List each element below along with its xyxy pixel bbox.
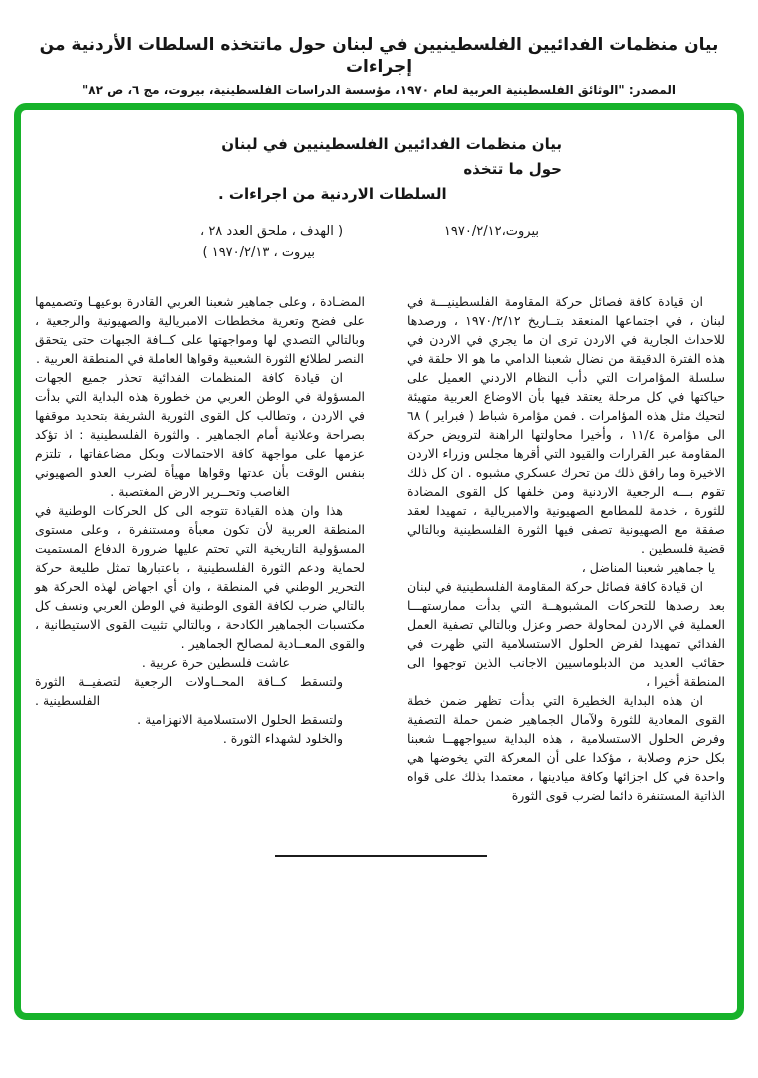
paragraph-7: هذا وان هذه القيادة تتوجه الى كل الحركات الوطنية في المنطقة العربية لأن تكون معبأة ومستنفرة ، وعلى مستوى المسؤولية التاريخية التي تحتم عليها ضرورة الدفاع المستميت لحماية ودعم الثورة الفلسطينية ، باعتبارها تمثل طليعة حركة التحرير الوطني في المنطقة ، وان أي اجهاض لهذه الحركة هو بالتالي ضرب لكافة القوى الوطنية في الوطن العربي ونسف كل مكتسبات الجماهير الكادحة ، وبالتالي تثبيت القوى الاستيطانية ، والقوى المعــادية لمصالح الجماهير .	[35, 503, 365, 651]
paragraph-3: ان قيادة كافة فصائل حركة المقاومة الفلسطينية في لبنان بعد رصدها للتحركات المشبوهــة التي بدأت ممارستهـــا العملية في الاردن لمحاولة حصر وعزل وبالتالي تصفية العمل الفدائي تمهيدا لفرض الحلول الاستسلامية التي ظهرت في حقائب العديد من الدبلوماسيين الاجانب الذين توجهوا الى المنطقة أخيرا ،	[407, 579, 725, 689]
dateline-place-date: بيروت،١٩٧٠/٢/١٢	[443, 224, 539, 239]
document-body	[21, 110, 737, 805]
paragraph-1: ان قيادة كافة فصائل حركة المقاومة الفلسطينيـــة في لبنان ، في اجتماعها المنعقد بتــاريخ ١٩٧٠/٢/١٢ ، ورصدها للاحداث الجارية في الاردن ترى ان ما يجري في الاردن في هذه الفترة الدقيقة من نضال شعبنا الدامي ما هو الا حلقة في سلسلة المؤامرات التي دأب النظام الاردني العميل على حياكتها في كل مرحلة يعتقد فيها بأن الاوضاع العربية متهيئة لتحيك مثل هذه المؤامرات . فمن مؤامرة شباط ( فبراير ) ٦٨ الى مؤامرة ١١/٤ ، وأخيرا محاولتها الراهنة لترويض حركة المقاومة عبر القرارات والقيود التي أقرها مجلس وزراء الاردن الاخيرة وما رافق ذلك من تحرك عسكري مشبوه . ان كل ذلك تقوم بـــه الرجعية الاردنية ومن خلفها كل القوى المضادة للثورة ، خدمة للمطامع الصهيونية والامبريالية ، تمهيدا لعقد صفقة مع الصهيونية تصفى فيها الثورة الفلسطينية وبالتالي قضية فلسطين .	[407, 294, 725, 556]
paragraph-5-continuation: المضـادة ، وعلى جماهير شعبنا العربي القادرة بوعيهـا وتصميمها على فضح وتعرية مخططات الامبريالية والصهيونية والرجعية ، وبالتالي التصدي لها ومواجهتها على كــافة الجبهات حتى يتحقق النصر لطلائع الثورة الشعبية وقواها العاملة في المنطقة العربية .	[35, 294, 365, 366]
document-title-line1: بيان منظمات الفدائيين الفلسطينيين في لبنان حول ما تتخذه	[221, 135, 562, 178]
slogan-line-2: ولتسقط كــافة المحــاولات الرجعية لتصفيــة الثورة الفلسطينية .	[35, 674, 343, 708]
paragraph-2-address: يا جماهير شعبنا المناضل ،	[581, 560, 715, 575]
reference-line1: ( الهدف ، ملحق العدد ٢٨ ،	[200, 224, 344, 239]
document-title	[218, 132, 562, 207]
column-right	[407, 292, 725, 805]
source-citation: المصدر: "الوثائق الفلسطينية العربية لعام ١٩٧٠، مؤسسة الدراسات الفلسطينية، بيروت، مج ٦، ص ٨٢"	[82, 83, 676, 97]
page-header	[0, 34, 758, 98]
slogan-line-3: ولتسقط الحلول الاستسلامية الانهزامية .	[137, 712, 343, 727]
page-title: بيان منظمات الفدائيين الفلسطينيين في لبنان حول ماتتخذه السلطات الأردنية من إجراءات	[39, 35, 719, 77]
slogan-line-1: عاشت فلسطين حرة عربية .	[141, 655, 290, 670]
paragraph-4: ان هذه البداية الخطيرة التي بدأت تظهر ضمن خطة القوى المعادية للثورة ولآمال الجماهير ضمن حملة التصفية وفرض الحلول الاستسلامية ، هذه البداية سيواجههــا شعبنا بكل حزم وصلابة ، مؤكدا على أن المعركة التي يخوضها هي واحدة في كل اجزائها وكافة ميادينها ، معتمدا بذلك على قواه الذاتية المستنفرة دائما لضرب قوى الثورة	[407, 693, 725, 803]
dateline-row	[200, 221, 539, 263]
document-title-line2: السلطات الاردنية من اجراءات .	[218, 185, 447, 203]
reference-line2: بيروت ، ١٩٧٠/٢/١٣ )	[202, 245, 316, 260]
column-left	[35, 292, 365, 805]
slogan-line-4: والخلود لشهداء الثورة .	[222, 731, 343, 746]
text-columns	[35, 292, 725, 805]
signature-rule	[275, 855, 487, 857]
paragraph-6: ان قيادة كافة المنظمات الفدائية تحذر جميع الجهات المسؤولة في الوطن العربي من خطورة هذه البداية التي بدأت في الاردن ، وتطالب كل القوى الثورية الشريفة بتحديد موقفها بصراحة وعلانية أمام الجماهير . والثورة الفلسطينية : اذ تؤكد عزمها على مواجهة كافة الاحتمالات وبكل مضاعفاتها ، تلتزم بنفس الوقت بأن عدتها وقواها مهيأة لضرب العدو الصهيوني الغاصب وتحــرير الارض المغتصبة .	[35, 370, 365, 499]
document-frame	[14, 103, 744, 1020]
publication-reference	[200, 221, 343, 263]
